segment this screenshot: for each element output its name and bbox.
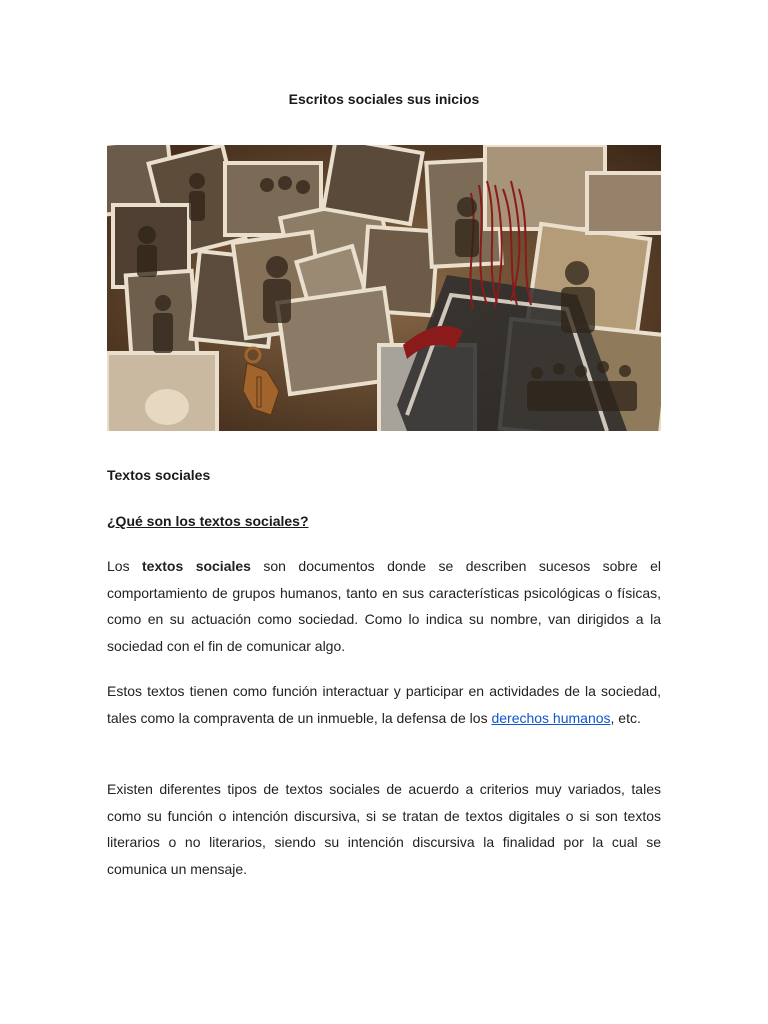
section-heading: Textos sociales: [107, 467, 211, 483]
document-title: Escritos sociales sus inicios: [288, 91, 480, 107]
paragraph-text: Estos textos tienen como función interactuar y participar en actividades de la sociedad, tales como la compraventa de un inmueble, la defensa de los: [107, 683, 661, 726]
paragraph-types: Existen diferentes tipos de textos sociales de acuerdo a criterios muy variados, tales como su función o intención discursiva, si se tratan de textos digitales o si son textos literarios o no literarios, siendo su intención discursiva la finalidad por la cual se comunica un mensaje.: [107, 781, 661, 877]
vintage-photos-image: [107, 145, 661, 431]
bold-term: textos sociales: [142, 558, 251, 574]
question-heading: ¿Qué son los textos sociales?: [107, 513, 309, 529]
paragraph-definition: [107, 553, 661, 659]
paragraph-function: [107, 678, 661, 731]
human-rights-link[interactable]: derechos humanos: [491, 709, 611, 726]
paragraph-text: son documentos donde se describen sucesos sobre el comportamiento de grupos humanos, tanto en sus características psicológicas o físicas, como en su actuación como sociedad. Como lo indica su nombre, van dirigidos a la sociedad con el fin de comunicar algo.: [107, 558, 661, 654]
paragraph-text: , etc.: [610, 709, 641, 726]
paragraph-text: Los: [107, 558, 143, 574]
